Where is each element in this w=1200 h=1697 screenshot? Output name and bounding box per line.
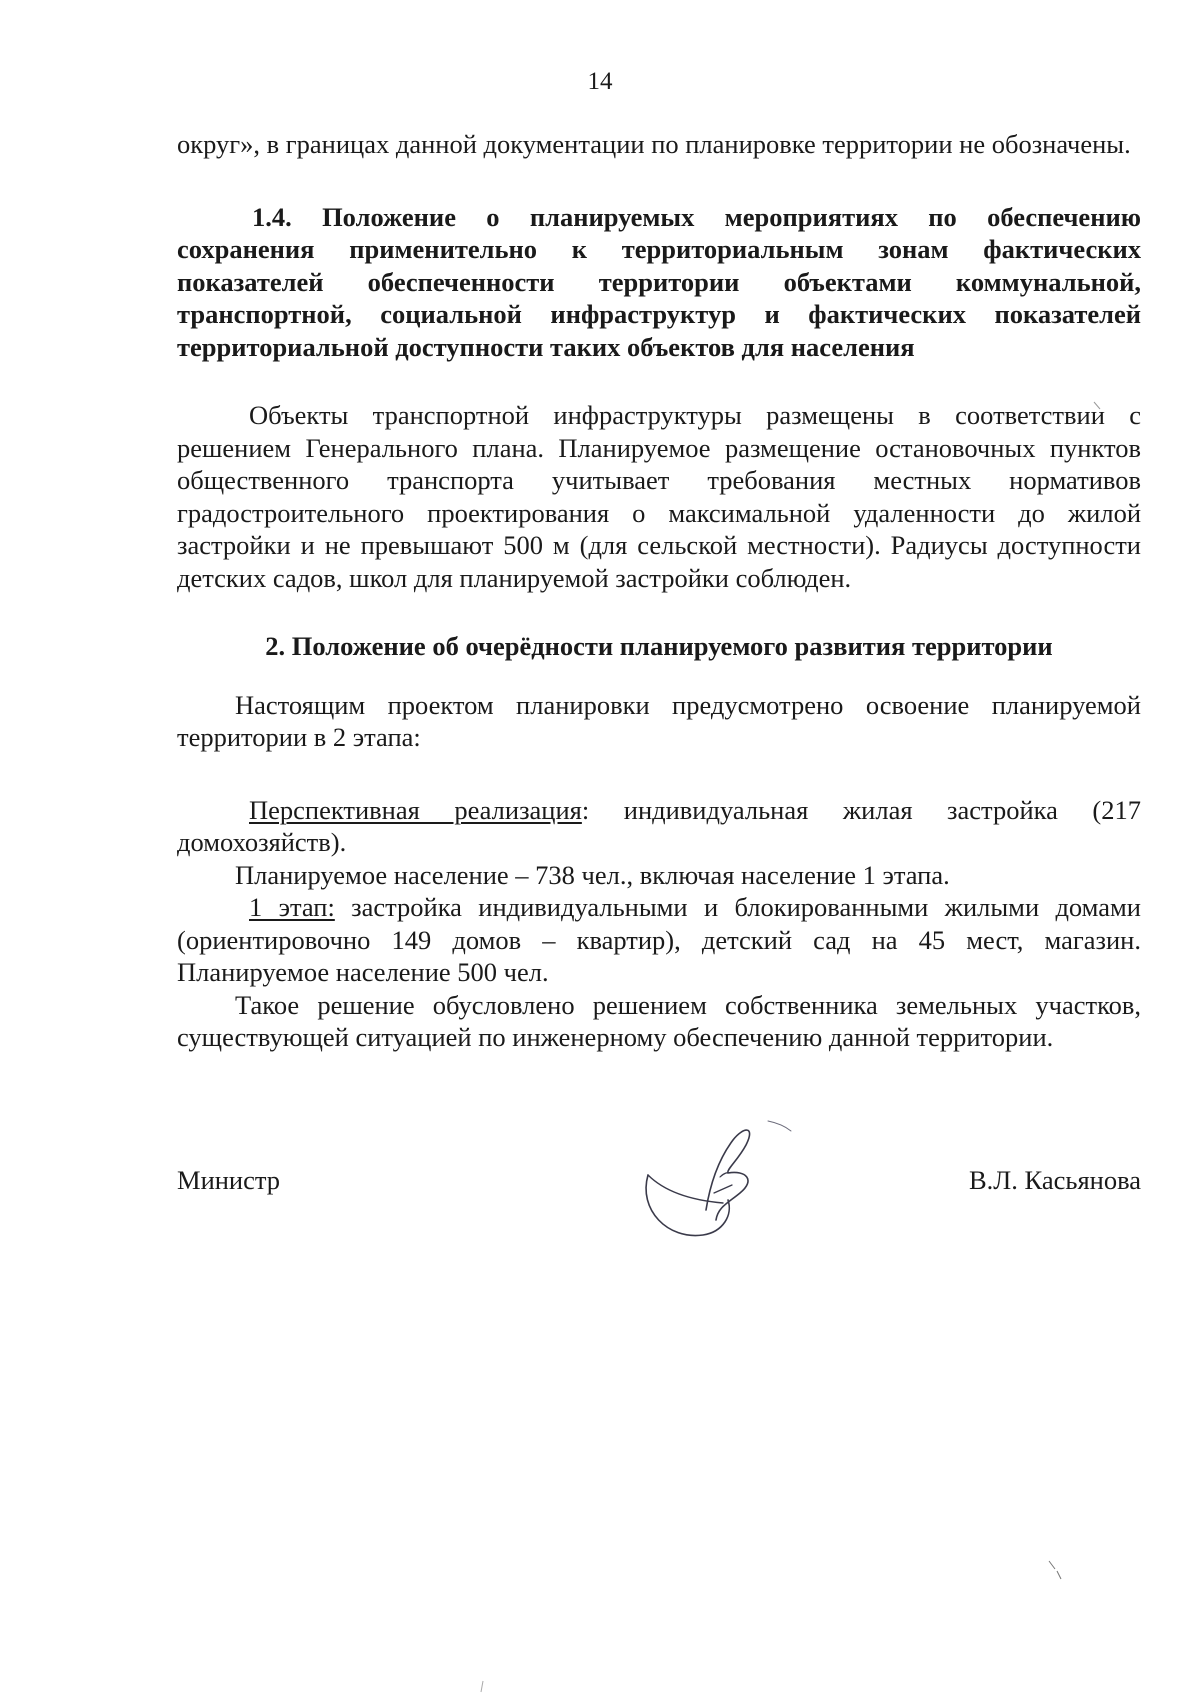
signatory-position: Министр	[177, 1165, 281, 1195]
stage1-paragraph	[177, 891, 1141, 989]
intro-paragraph: округ», в границах данной документации по планировке территории не обозначены.	[177, 129, 1131, 159]
section-1-4-paragraph: Объекты транспортной инфраструктуры размещены в соответствии с решением Генерального плана. Планируемое размещение остановочных пунктов общественного транспорта учитывает требования местных нормативов градостроительного проектирования о максимальной удаленности до жилой застройки и не превышают 500 м (для сельской местности). Радиусы доступности детских садов, школ для планируемой застройки соблюден.	[177, 400, 1141, 593]
page-number: 14	[587, 68, 613, 95]
section-2-heading: 2. Положение об очерёдности планируемого развития территории	[265, 631, 1053, 661]
document-body	[177, 128, 1141, 1054]
closing-paragraph: Такое решение обусловлено решением собственника земельных участков, существующей ситуацией по инженерному обеспечению данной территории.	[177, 989, 1141, 1052]
scan-speck	[1092, 400, 1104, 412]
scan-speck	[478, 1680, 488, 1694]
perspective-label: Перспективная реализация	[249, 794, 582, 825]
stage1-label: 1 этап:	[249, 892, 335, 922]
perspective-paragraph	[177, 794, 1141, 859]
signatory-name: В.Л. Касьянова	[968, 1165, 1141, 1195]
section-1-4-heading: 1.4. Положение о планируемых мероприятиях по обеспечению сохранения применительно к территориальным зонам фактических показателей обеспеченности территории объектами коммунальной, транспортной, социальной инфраструктур и фактических показателей территориальной доступности таких объектов для населения	[177, 201, 1141, 362]
section-2-intro: Настоящим проектом планировки предусмотрено освоение планируемой территории в 2 этапа:	[177, 689, 1141, 752]
scan-speck	[1045, 1557, 1075, 1587]
stage1-text: застройка индивидуальными и блокированными жилыми домами (ориентировочно 149 домов – квартир), детский сад на 45 мест, магазин. Планируемое население 500 чел.	[177, 892, 1141, 987]
handwritten-signature	[628, 1115, 798, 1255]
perspective-text: : индивидуальная жилая застройка (217 домохозяйств).	[177, 794, 1141, 857]
planned-population: Планируемое население – 738 чел., включая население 1 этапа.	[235, 859, 950, 890]
